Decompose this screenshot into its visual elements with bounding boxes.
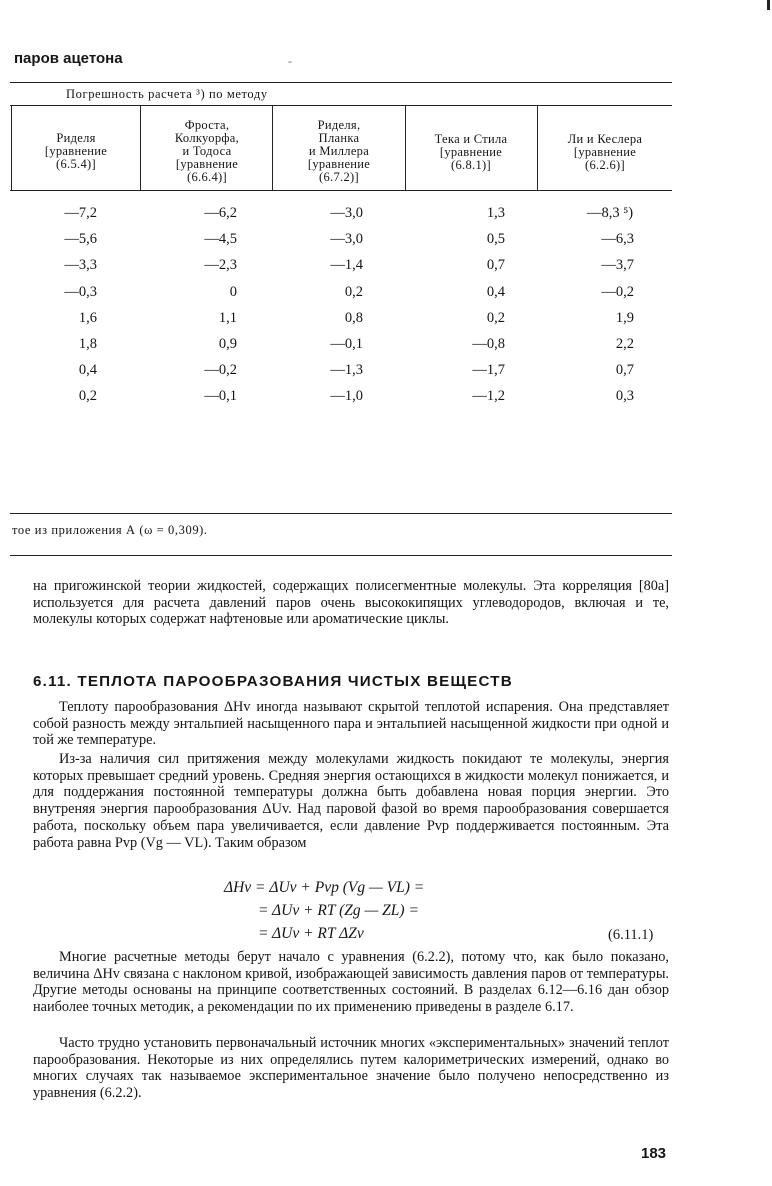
table-cell: —3,7 [601,257,634,274]
table-cell: 2,2 [615,336,634,352]
table-cell: 0,2 [78,388,97,405]
table-cell: 0,4 [486,283,505,300]
table-cell: 0,2 [486,309,505,326]
stray-dash: - [288,54,292,68]
table-body-rule [10,190,672,191]
page-number: 183 [641,1145,667,1162]
table-cell: 0,2 [344,283,363,300]
table-cell: —0,3 [64,283,97,300]
table-cell: —6,3 [601,231,634,248]
table-cell: —4,5 [204,231,237,248]
section-heading: 6.11. ТЕПЛОТА ПАРООБРАЗОВАНИЯ ЧИСТЫХ ВЕЩЕСТВ [33,673,513,690]
table-cell: —1,4 [330,257,363,274]
table-cell: 0,5 [486,231,505,248]
paragraph-1: на пригожинской теории жидкостей, содержащих полисегментные молекулы. Эта корреляция [80а] используется для расчета давлений паров очень высококипящих углеводородов, включая и те, молекулы которых содержат нафтеновые или ароматические циклы. [33,578,669,628]
footnote-rule [10,555,672,556]
table-cell: —1,2 [472,388,505,405]
table-cell: 1,8 [78,336,97,352]
table-cell: 0,4 [78,362,97,379]
table-cell: —1,7 [472,362,505,379]
paragraph-4: Многие расчетные методы берут начало с уравнения (6.2.2), потому что, как было показано, величина ΔHv связана с наклоном кривой, изображающей зависимость давления паров от температуры. Другие методы основаны на принципе соответственных состояний. В разделах 6.12—6.16 дан обзор наиболее точных методик, а рекомендации по их применению приведены в разделе 6.17. [33,949,669,1016]
paragraph-3: Из-за наличия сил притяжения между молекулами жидкость покидают те молекулы, энергия которых превышает средний уровень. Средняя энергия остающихся в жидкости молекул понижается, и для поддержания постоянной температуры должна быть добавлена новая порция энергии. Это внутреняя энергия парообразования ΔUv. Над паровой фазой во время парообразования совершается работа, поскольку объем пара увеличивается, если давление Pvp поддерживается постоянным. Эта работа равна Pvp (Vg — VL). Таким образом [33,751,669,851]
table-cell: —8,3 ⁵) [587,205,634,221]
table-cell: 0,3 [615,388,634,405]
paragraph-5: Часто трудно установить первоначальный источник многих «экспериментальных» значений теплот парообразования. Некоторые из них определялись путем калориметрических измерений, однако во многих случаях так называемое экспериментальное значение было получено непосредственно из уравнения (6.2.2). [33,1035,669,1102]
col-header-frost: Фроста, Колкуорфа, и Тодоса [уравнение (6.6.4)] [174,118,240,184]
scan-corner-mark [767,0,770,10]
col-separator [140,106,141,190]
col-header-lee-kesler: Ли и Кеслера [уравнение (6.2.6)] [567,132,643,172]
col-separator [272,106,273,190]
table-cell: —0,2 [601,283,634,300]
table-cell: —7,2 [64,205,97,221]
paragraph-2: Теплоту парообразования ΔHv иногда называют скрытой теплотой испарения. Она представляет собой разность между энтальпией насыщенного пара и энтальпией насыщенной жидкости при одной и той же температуре. [33,699,669,749]
table-cell: —0,1 [204,388,237,405]
table-cell: —5,6 [64,231,97,248]
equation-number: (6.11.1) [608,927,654,943]
col-separator [537,106,538,190]
equation-line-1: ΔHv = ΔUv + Pvp (Vg — VL) = [224,879,425,896]
table-cell: —1,3 [330,362,363,379]
table-cell: —3,0 [330,231,363,248]
table-footnote: тое из приложения А (ω = 0,309). [12,523,208,537]
table-cell: 0,9 [218,336,237,352]
table-cell: —0,2 [204,362,237,379]
table-cell: —3,3 [64,257,97,274]
table-cell: —6,2 [204,205,237,221]
col-header-thek: Тека и Стила [уравнение (6.8.1)] [434,132,508,172]
equation-line-3: = ΔUv + RT ΔZv [258,925,364,942]
table-cell: —2,3 [204,257,237,274]
table-cell: 1,6 [78,309,97,326]
equation-line-2: = ΔUv + RT (Zg — ZL) = [258,902,419,919]
column-group-label: Погрешность расчета ³) по методу [66,87,268,101]
table-cell: 0 [229,283,237,300]
table-cell: —1,0 [330,388,363,405]
col-header-riedel: Риделя [уравнение (6.5.4)] [44,131,108,171]
table-cell: —0,8 [472,336,505,352]
table-cell: 0,7 [486,257,505,274]
table-cell: —0,1 [330,336,363,352]
col-header-riedel-plank: Риделя, Планка и Миллера [уравнение (6.7.2)] [307,118,371,184]
table-title: паров ацетона [14,50,123,67]
table-cell: 0,7 [615,362,634,379]
table-bottom-rule [10,513,672,514]
table-top-rule [10,82,672,83]
table-cell: —3,0 [330,205,363,221]
col-separator [405,106,406,190]
col-separator [11,106,12,190]
table-cell: 1,9 [615,309,634,326]
table-cell: 1,1 [218,309,237,326]
table-header-rule [10,105,672,106]
table-cell: 1,3 [486,205,505,221]
table-cell: 0,8 [344,309,363,326]
